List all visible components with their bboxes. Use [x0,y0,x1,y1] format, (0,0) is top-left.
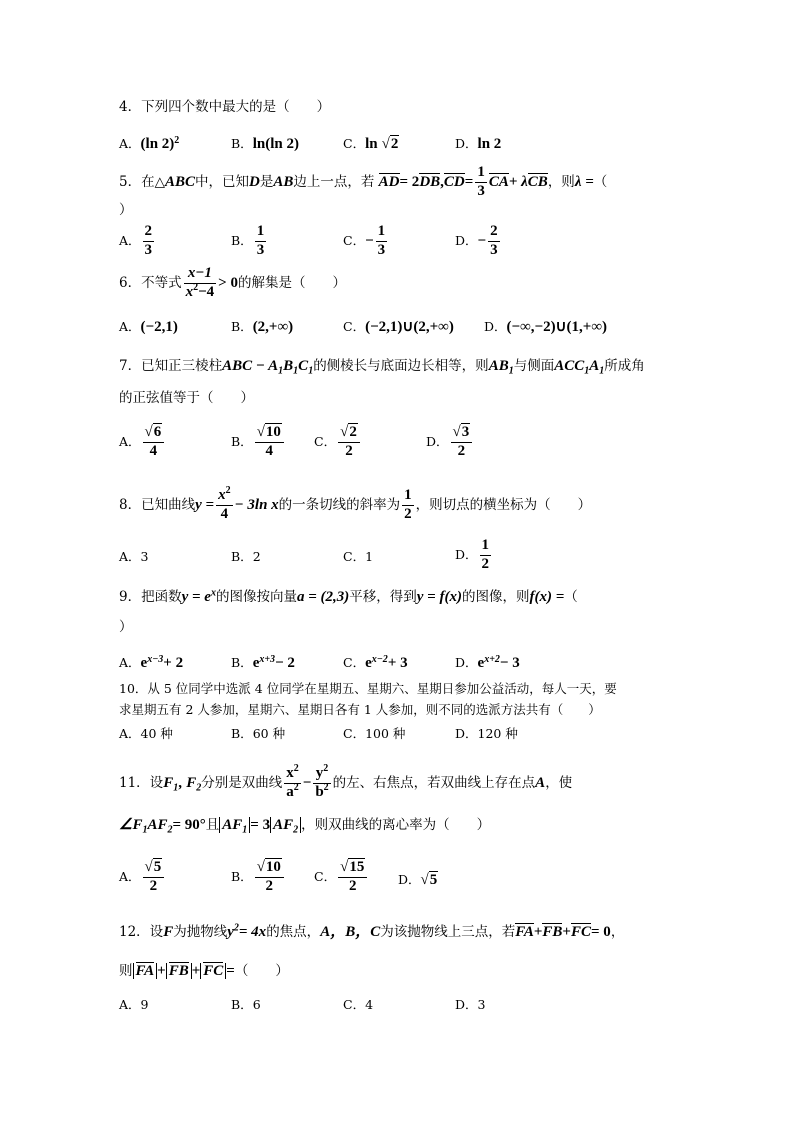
q7-option-d: D． $\frac{√3}{2}$ [426,425,474,460]
q6-option-d: D．(−∞,−2)∪(1,+∞) [484,319,608,335]
q11-stem-cont: $\angle F_1AF_2= 90^\circ$且 $AF_1 = 3$ $AF_2$ ，则双曲线的离心率为（ ） [119,817,491,836]
q10-option-b: B．60 种 [231,726,286,741]
q5-option-d: D．− $\frac{2}{3}$ [455,223,498,258]
q8-option-b: B．2 [231,549,261,564]
q5-option-b: B． $\frac{1}{3}$ [231,223,265,258]
q12-option-b: B．6 [231,997,261,1012]
q10-option-d: D．120 种 [455,726,518,741]
q5-stem-cont: ） [119,202,133,218]
q10-stem: 10．从 5 位同学中选派 4 位同学在星期五、星期六、星期日参加公益活动，每人一天，要 [119,681,617,696]
q9-stem-cont: ） [119,619,133,635]
q10-stem-cont: 求星期五有 2 人参加，星期六、星期日各有 1 人参加，则不同的选派方法共有（ ） [119,702,601,717]
q10-option-c: C．100 种 [343,726,406,741]
q11-option-a: A． $\frac{√5}{2}$ [119,860,166,895]
q4-stem: 4．下列四个数中最大的是（ ） [119,99,331,115]
q12-option-a: A．9 [119,997,149,1012]
q11-option-c: C． $\frac{√15}{2}$ [314,860,369,895]
q8-option-d: D． $\frac{1}{2}$ [455,537,490,572]
q6-option-c: C．(−2,1)∪(2,+∞) [343,319,454,335]
q9-option-c: C．$e^{x-2}+ 3$ [343,653,408,671]
q12-stem: 12．设F为抛物线$y^2= 4x$的焦点，A，B，C为该抛物线上三点，若FA+FB+FC= 0， [119,922,625,940]
q7-stem-cont: 的正弦值等于（ ） [119,390,254,406]
q4-option-a: A．(ln 2)$^2$ [119,134,180,152]
q5-option-c: C．− $\frac{1}{3}$ [343,223,386,258]
q4-option-c: C．ln √2 [343,136,399,152]
q8-stem: 8．已知曲线y = $\frac{x^2}{4}$ − 3ln x的一条切线的斜率为 $\frac{1}{2}$ ，则切点的横坐标为（ ） [119,485,592,522]
q5-option-a: A． $\frac{2}{3}$ [119,223,153,258]
q11-stem: 11．设$F_1$, $F_2$分别是双曲线 $\frac{x^2}{a^2}$ − $\frac{y^2}{b^2}$ 的左、右焦点，若双曲线上存在点A，使 [119,763,573,800]
q9-stem: 9．把函数$y = e^x$的图像按向量a = (2,3)平移，得到y = f(x)的图像，则f(x) =（ [119,587,578,605]
q11-option-b: B． $\frac{√10}{2}$ [231,860,286,895]
q11-option-d: D．√5 [398,872,438,888]
q6-option-b: B．(2,+∞) [231,319,294,335]
q6-stem: 6．不等式 $\frac{x-1}{x^2-4}$ > 0的解集是（ ） [119,265,346,300]
q5-stem: 5．在△ABC中，已知D是AB边上一点，若 AD= 2DB,CD= $\frac{1}{3}$ CA+ λCB，则λ =（ [119,164,608,199]
q4-option-d: D．ln 2 [455,136,502,152]
q6-option-a: A．(−2,1) [119,319,178,335]
q8-option-a: A．3 [119,549,149,564]
q9-option-d: D．$e^{x+2}- 3$ [455,653,520,671]
q7-stem: 7．已知正三棱柱ABC − $A_1B_1C_1$的侧棱长与底面边长相等，则$AB_1$与侧面$ACC_1A_1$所成角 [119,358,645,377]
q12-option-d: D．3 [455,997,486,1012]
q9-option-b: B．$e^{x+3}- 2$ [231,653,295,671]
q12-stem-cont: 则 FA + FB + FC =（ ） [119,963,289,979]
q4-option-b: B．ln(ln 2) [231,136,299,152]
q7-option-b: B． $\frac{√10}{4}$ [231,425,286,460]
q8-option-c: C．1 [343,549,374,564]
q7-option-c: C． $\frac{√2}{2}$ [314,425,362,460]
q9-option-a: A．$e^{x-3}+ 2$ [119,653,184,671]
q12-option-c: C．4 [343,997,374,1012]
q10-option-a: A．40 种 [119,726,173,741]
q7-option-a: A． $\frac{√6}{4}$ [119,425,166,460]
